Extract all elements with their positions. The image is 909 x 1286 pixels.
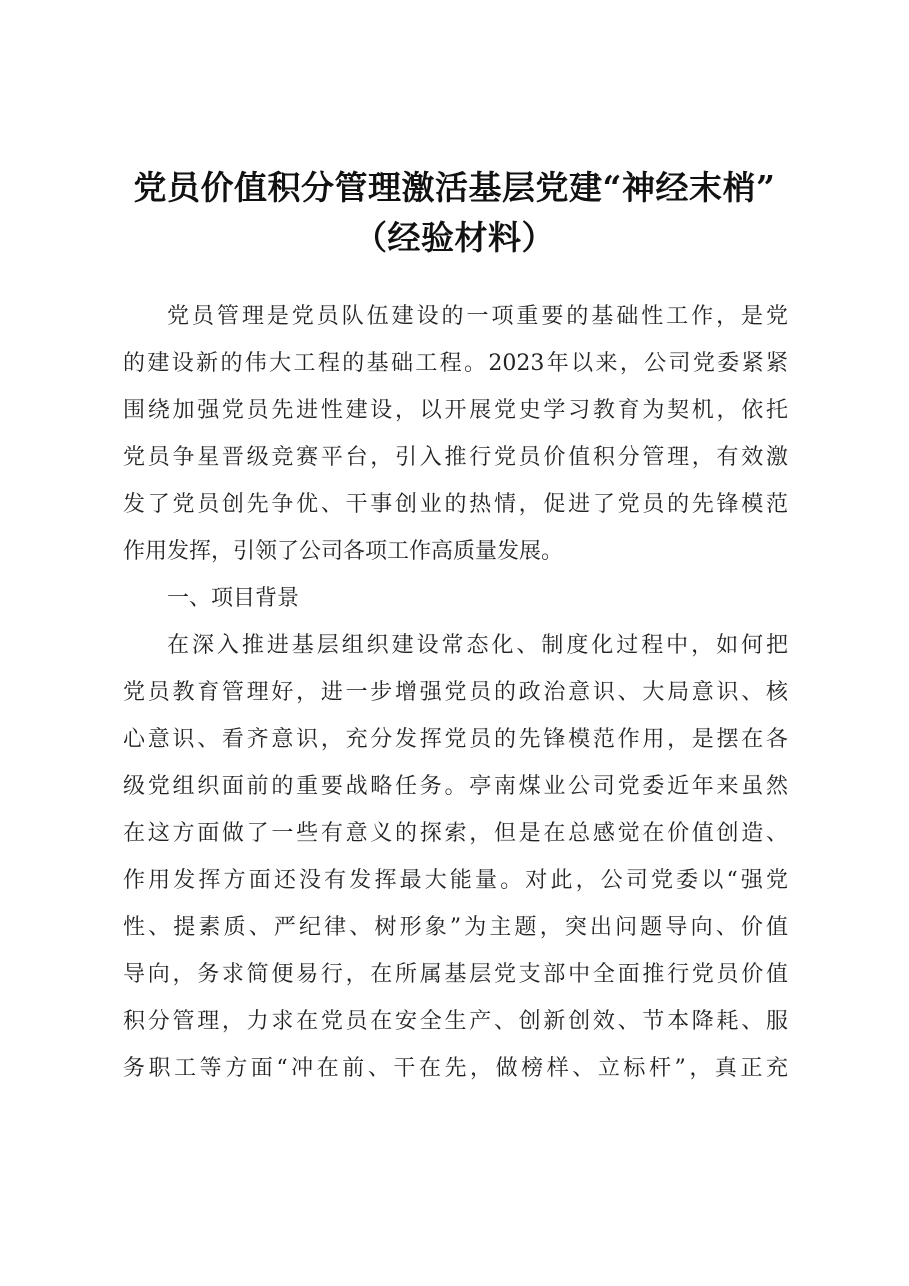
paragraph-line: 心意识、看齐意识，充分发挥党员的先锋模范作用，是摆在各 (123, 727, 788, 752)
paragraph-line: 围绕加强党员先进性建设，以开展党史学习教育为契机，依托 (123, 398, 788, 423)
paragraph-line: 积分管理，力求在党员在安全生产、创新创效、节本降耗、服 (123, 1009, 788, 1034)
section-heading: 一、项目背景 (167, 586, 300, 611)
paragraph-line: 的建设新的伟大工程的基础工程。2023年以来，公司党委紧紧 (123, 351, 788, 376)
document-title: 党员价值积分管理激活基层党建“神经末梢” (133, 168, 776, 207)
paragraph-line: 作用发挥方面还没有发挥最大能量。对此，公司党委以“强党 (123, 868, 788, 893)
paragraph-line: 党员教育管理好，进一步增强党员的政治意识、大局意识、核 (123, 680, 788, 705)
paragraph-line: 在这方面做了一些有意义的探索，但是在总感觉在价值创造、 (123, 821, 788, 846)
paragraph-line: 性、提素质、严纪律、树形象”为主题，突出问题导向、价值 (123, 915, 788, 940)
paragraph-line: 发了党员创先争优、干事创业的热情，促进了党员的先锋模范 (123, 492, 788, 517)
document-subtitle: （经验材料） (354, 218, 555, 257)
paragraph-line: 作用发挥，引领了公司各项工作高质量发展。 (123, 539, 564, 564)
paragraph-line: 级党组织面前的重要战略任务。亭南煤业公司党委近年来虽然 (123, 774, 788, 799)
paragraph-line: 党员管理是党员队伍建设的一项重要的基础性工作，是党 (167, 304, 788, 329)
paragraph-line: 党员争星晋级竞赛平台，引入推行党员价值积分管理，有效激 (123, 445, 788, 470)
paragraph-line: 在深入推进基层组织建设常态化、制度化过程中，如何把 (167, 633, 788, 658)
paragraph-line: 导向，务求简便易行，在所属基层党支部中全面推行党员价值 (123, 962, 788, 987)
paragraph-line: 务职工等方面“冲在前、干在先，做榜样、立标杆”，真正充 (123, 1056, 788, 1081)
